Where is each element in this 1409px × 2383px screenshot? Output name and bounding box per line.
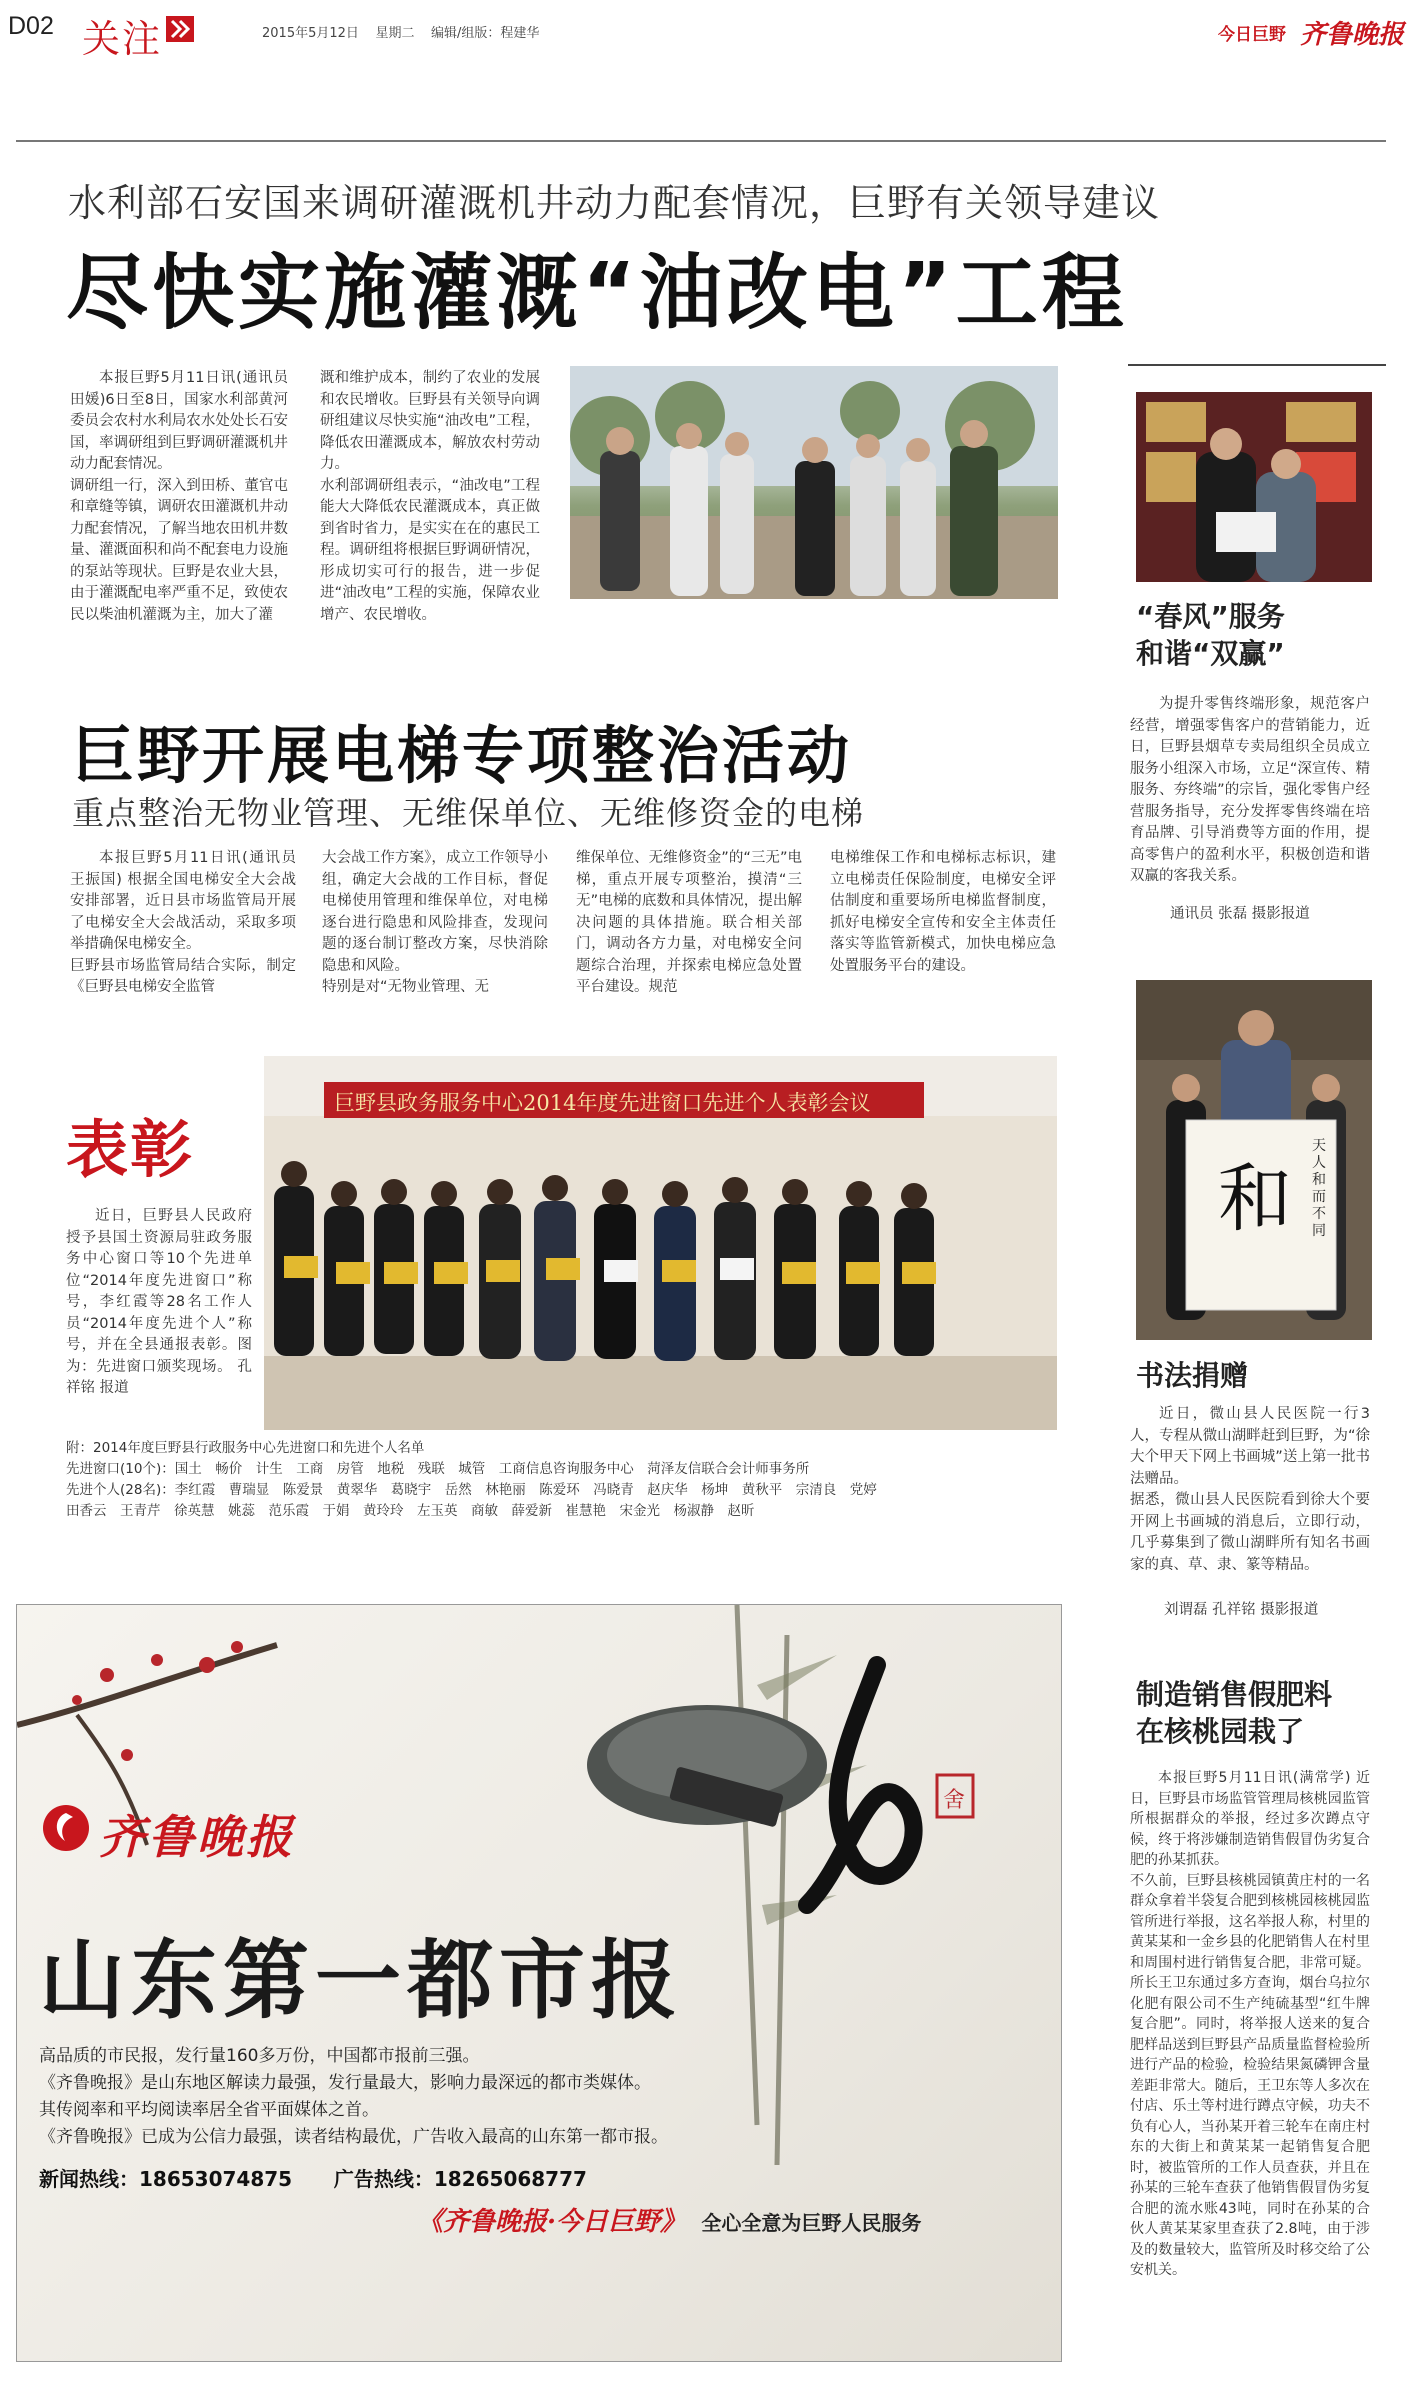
story2-col3: 维保单位、无维修资金”的“三无”电梯，重点开展专项整治，摸清“三无”电梯的底数和具体情况，提出解决问题的具体措施。联合相关部门，调动各方力量，对电梯安全问题综合治理，并探索电梯应急处置平台建设。规范	[576, 850, 802, 995]
header-paper-logo: 齐鲁晚报	[1300, 20, 1405, 50]
side2-body: 近日，微山县人民医院一行3人，专程从微山湖畔赶到巨野，为“徐大个甲天下网上书画城”送上第一批书法赠品。 据悉，微山县人民医院看到徐大个要开网上书画城的消息后，立即行动，几乎募集到了微山湖畔所有知名书画家的真、草、隶、篆等精品。	[1130, 1406, 1370, 1573]
ad-box	[16, 1604, 1062, 2362]
side1-title-line2: 和谐“双赢”	[1136, 637, 1285, 670]
ad-brand: 齐鲁晚报	[99, 1810, 295, 1864]
story1-col2: 溉和维护成本，制约了农业的发展和农民增收。巨野县有关领导向调研组建议尽快实施“油改电”工程，降低农田灌溉成本，解放农村劳动力。 水利部调研组表示，“油改电”工程能大大降低农民灌溉成本，真正做到省时省力，是实实在在的惠民工程。调研组将根据巨野调研情况，形成切实可行的报告，进一步促进“油改电”工程的实施，保障农业增产、农民增收。	[320, 370, 540, 623]
ad-stamp: 舍	[943, 1788, 966, 1813]
side2-title: 书法捐赠	[1136, 1359, 1249, 1392]
section-arrow-icon	[166, 16, 194, 42]
story3-body: 近日，巨野县人民政府授予县国土资源局驻政务服务中心窗口等10个先进单位“2014年度先进窗口”称号，李红霞等28名工作人员“2014年度先进个人”称号，并在全县通报表彰。图为：先进窗口颁奖现场。 孔祥铭 报道	[66, 1208, 252, 1396]
ad-slogan-text: 全心全意为巨野人民服务	[701, 2211, 922, 2235]
ad-slogan-brand: 《齐鲁晚报·今日巨野》	[417, 2207, 687, 2237]
ad-hotlines	[39, 2163, 587, 2192]
side3-title-line2: 在核桃园栽了	[1136, 1715, 1305, 1748]
page-number: D02	[8, 12, 54, 40]
side3-title-line1: 制造销售假肥料	[1136, 1678, 1333, 1711]
story3-banner: 巨野县政务服务中心2014年度先进窗口先进个人表彰会议	[334, 1091, 871, 1115]
story3-list-title: 附：2014年度巨野县行政服务中心先进窗口和先进个人名单	[66, 1440, 425, 1456]
ad-slogan	[417, 2201, 921, 2238]
side3-title	[1136, 1676, 1332, 1750]
story1-col1: 本报巨野5月11日讯(通讯员 田媛)6日至8日，国家水利部黄河委员会农村水利局农水处处长石安国，率调研组到巨野调研灌溉机井动力配套情况。 调研组一行，深入到田桥、董官屯和章缝等镇，调研农田灌溉机井动力配套情况，了解当地农田机井数量、灌溉面积和尚不配套电力设施的泵站等现状。巨野是农业大县，由于灌溉配电率严重不足，致使农民以柴油机灌溉为主，加大了灌	[70, 370, 288, 623]
header-date: 2015年5月12日	[262, 26, 359, 41]
ad-line: 《齐鲁晚报》已成为公信力最强，读者结构最优，广告收入最高的山东第一都市报。	[39, 2127, 668, 2147]
side2-photo	[1136, 980, 1372, 1340]
header-editor: 编辑/组版：程建华	[430, 26, 540, 41]
ad-headline: 山东第一都市报	[39, 1931, 683, 2031]
ad-body	[39, 2043, 668, 2151]
story1-photo	[570, 366, 1058, 599]
ad-ad-hotline: 广告热线：18265068777	[333, 2167, 587, 2191]
story2-subhead: 重点整治无物业管理、无维保单位、无维修资金的电梯	[72, 794, 865, 832]
side2-byline: 刘谓磊 孔祥铭 摄影报道	[1164, 1602, 1319, 1618]
sidebar-rule	[1128, 364, 1386, 366]
story2-col1: 本报巨野5月11日讯(通讯员 王振国) 根据全国电梯安全大会战安排部署，近日县市场监管局开展了电梯安全大会战活动，采取多项举措确保电梯安全。 巨野县市场监管局结合实际，制定《巨野县电梯安全监管	[70, 850, 296, 995]
story1-kicker: 水利部石安国来调研灌溉机井动力配套情况，巨野有关领导建议	[68, 181, 1161, 225]
side1-photo	[1136, 392, 1372, 582]
story2-headline: 巨野开展电梯专项整治活动	[72, 719, 853, 792]
side1-title-line1: “春风”服务	[1136, 600, 1285, 633]
story3-headline: 表彰	[66, 1113, 195, 1186]
section-label: 关注	[82, 17, 163, 61]
story3-list-windows: 先进窗口(10个)：国土 畅价 计生 工商 房管 地税 残联 城管 工商信息咨询服务中心 菏泽友信联合会计师事务所	[66, 1461, 810, 1477]
side3-body: 本报巨野5月11日讯(满常学) 近日，巨野县市场监管管理局核桃园监管所根据群众的举报，经过多次蹲点守候，终于将涉嫌制造销售假冒伪劣复合肥的孙某抓获。 不久前，巨野县核桃园镇黄庄村的一名群众拿着半袋复合肥到核桃园核桃园监管所进行举报，这名举报人称，村里的黄某某和一金乡县的化肥销售人在村里和周围村进行销售复合肥，非常可疑。所长王卫东通过多方查询，烟台乌拉尔化肥有限公司不生产纯硫基型“红牛牌复合肥”。同时，将举报人送来的复合肥样品送到巨野县产品质量监督检验所进行产品的检验，检验结果氮磷钾含量差距非常大。随后，王卫东等人多次在付店、乐土等村进行蹲点守候，功夫不负有心人，当孙某开着三轮车在南庄村东的大街上和黄某某一起销售复合肥时，被监管所的工作人员查获，并且在孙某的三轮车查获了他销售假冒伪劣复合肥的流水账43吨，同时在孙某的合伙人黄某某家里查获了2.8吨，由于涉及的数量较大，监管所及时移交给了公安机关。	[1130, 1770, 1370, 2278]
ad-line: 高品质的市民报，发行量160多万份，中国都市报前三强。	[39, 2046, 480, 2066]
ad-line: 《齐鲁晚报》是山东地区解读力最强，发行量最大，影响力最深远的都市类媒体。	[39, 2073, 651, 2093]
story1-headline: 尽快实施灌溉“油改电”工程	[66, 246, 1128, 341]
story3-photo	[264, 1056, 1057, 1430]
story3-list-people2: 田香云 王青芹 徐英慧 姚蕊 范乐霞 于娟 黄玲玲 左玉英 商敏 薛爱新 崔慧艳 宋金光 杨淑静 赵昕	[66, 1503, 755, 1519]
header-rule	[16, 140, 1386, 142]
header-info	[262, 22, 539, 41]
side2-calligraphy-side: 天人和而不同	[1312, 1138, 1326, 1239]
side1-body: 为提升零售终端形象，规范客户经营，增强零售客户的营销能力，近日，巨野县烟草专卖局组织全员成立服务小组深入市场，立足“深宣传、精服务、夯终端”的宗旨，强化零售户经营服务指导，充分发挥零售终端在培育品牌、引导消费等方面的作用，提高零售户的盈利水平，积极创造和谐双赢的客我关系。	[1130, 696, 1370, 884]
story3-list-people1: 先进个人(28名)：李红霞 曹瑞显 陈爱景 黄翠华 葛晓宇 岳然 林艳丽 陈爱环 冯晓青 赵庆华 杨坤 黄秋平 宗清良 党婷	[66, 1482, 877, 1498]
ad-logo-icon	[43, 1805, 89, 1851]
side1-byline: 通讯员 张磊 摄影报道	[1170, 906, 1310, 922]
ad-line: 其传阅率和平均阅读率居全省平面媒体之首。	[39, 2100, 379, 2120]
header-weekday: 星期二	[375, 26, 415, 41]
story2-col4: 电梯维保工作和电梯标志标识，建立电梯责任保险制度，电梯安全评估制度和重要场所电梯监督制度，抓好电梯安全宣传和安全主体责任落实等监管新模式，加快电梯应急处置服务平台的建设。	[830, 850, 1056, 974]
header-edition: 今日巨野	[1218, 25, 1286, 45]
side2-calligraphy-main: 和	[1218, 1156, 1292, 1242]
ad-news-hotline: 新闻热线：18653074875	[39, 2167, 293, 2191]
side1-title	[1136, 598, 1285, 672]
story3-list	[66, 1438, 1056, 1522]
story2-col2: 大会战工作方案》，成立工作领导小组，确定大会战的工作目标，督促电梯使用管理和维保单位，对电梯逐台进行隐患和风险排查，发现问题的逐台制订整改方案，尽快消除隐患和风险。 特别是对“无物业管理、无	[322, 850, 548, 995]
